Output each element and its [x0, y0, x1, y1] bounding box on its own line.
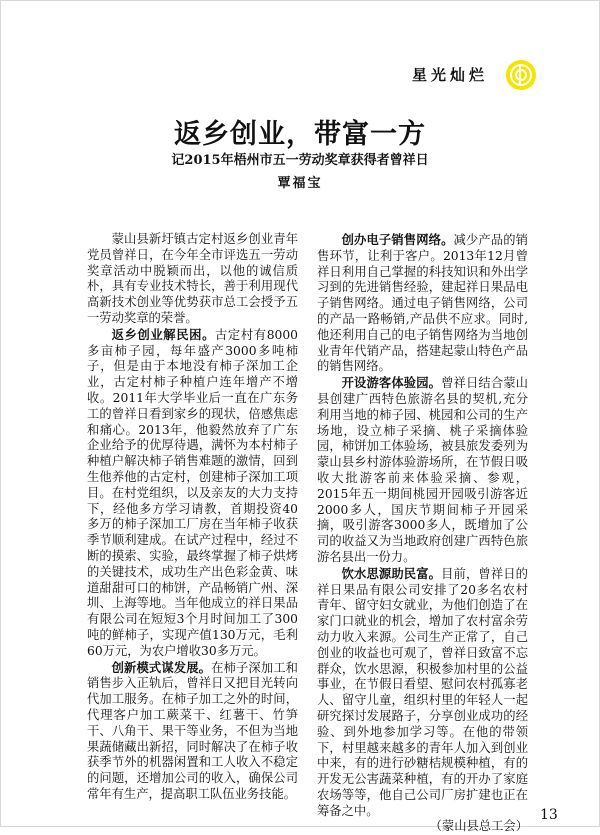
- article-subtitle: 记2015年梧州市五一劳动奖章获得者曾祥日: [171, 153, 429, 168]
- column-left: [87, 232, 298, 803]
- section-label: 星光灿烂: [412, 66, 489, 84]
- article-title: 返乡创业，带富一方: [174, 119, 426, 150]
- column-right: [317, 232, 528, 835]
- paragraph-heading: 创新模式谋发展。: [111, 659, 212, 675]
- paragraph: 创办电子销售网络。减少产品的销售环节，让利于客户。2013年12月曾祥日利用自己掌握的科技知识和外出学习到的先进销售经验，建起祥日果品电子销售网络。通过电子销售网络，公司的产品一路畅销,产品供不应求。同时,他还利用自己的电子销售网络为当地创业青年代销产品，搭建起蒙山特色产品的销售网络。: [317, 232, 528, 374]
- paragraph: 开设游客体验园。曾祥日结合蒙山县创建广西特色旅游名县的契机,充分利用当地的柿子园、桃园和公司的生产场地，设立柿子采摘、桃子采摘体验园，柿饼加工体验场，被县旅发委列为蒙山县乡村游体验游场所，在节假日吸收大批游客前来体验采摘、参观，2015年五一期间桃园开园吸引游客近2000多人，国庆节期间柿子开园采摘，吸引游客3000多人，既增加了公司的收益又为当地政府创建广西特色旅游名县出一份力。: [317, 375, 528, 564]
- paragraph: 饮水思源助民富。目前，曾祥日的祥日果品有限公司安排了20多名农村青年、留守妇女就业，为他们创造了在家门口就业的机会，增加了农村富余劳动力收入来源。公司生产正常了，自己创业的收益也可观了，曾祥日致富不忘群众，饮水思源，积极参加村里的公益事业，在节假日看望、慰问农村孤寡老人、留守儿童，组织村里的年轻人一起研究探讨发展路子，分享创业成功的经验、到外地参加学习等。在他的带领下，村里越来越多的青年人加入到创业中来，有的进行砂糖桔规模种植，有的开发无公害蔬菜种植，有的开办了家庭农场等等，他自己公司厂房扩建也正在筹备之中。: [317, 565, 528, 818]
- paragraph: 返乡创业解民困。古定村有8000多亩柿子园，每年盛产3000多吨柿子，但是由于本地没有柿子深加工企业，古定村柿子种植户连年增产不增收。2011年大学毕业后一直在广东务工的曾祥日看到家乡的现状，倍感焦虑和痛心。2013年，他毅然放弃了广东企业给予的优厚待遇，满怀为本村柿子种植户解决柿子销售难题的激情，回到生他养他的古定村，创建柿子深加工项目。在村党组织，以及亲友的大力支持下，经他多方学习请教，首期投资40多万的柿子深加工厂房在当年柿子收获季节顺利建成。在试产过程中，经过不断的摸索、实验，最终掌握了柿子烘烤的关键技术，成功生产出色彩金黄、味道甜甜可口的柿饼，产品畅销广州、深圳、上海等地。当年他成立的祥日果品有限公司在短短3个月时间加工了300吨的鲜柿子，实现产值130万元，毛利60万元，为农户增收30多万元。: [87, 326, 298, 658]
- article-author: 覃福宝: [277, 176, 323, 191]
- paragraph-heading: 返乡创业解民困。: [111, 326, 215, 342]
- union-logo-icon: [506, 60, 536, 90]
- page-number: 13: [540, 807, 558, 823]
- paragraph-heading: 创办电子销售网络。: [341, 232, 454, 247]
- paragraph: 创新模式谋发展。在柿子深加工和销售步入正轨后，曾祥日又把目光转向代加工服务。在柿子加工之外的时间，代理客户加工蕨菜干、红薯干、竹笋干、八角干、果干等业务，不但为当地果蔬储藏出新招，同时解决了在柿子收获季节外的机器闲置和工人收入不稳定的问题，还增加公司的收入，确保公司常年有生产，提高职工队伍业务技能。: [87, 659, 298, 801]
- paragraph-heading: 饮水思源助民富。: [341, 565, 442, 581]
- article-source: （蒙山县总工会）: [429, 819, 528, 834]
- paragraph-heading: 开设游客体验园。: [341, 375, 442, 391]
- paragraph: 蒙山县新圩镇古定村返乡创业青年党员曾祥日，在今年全市评选五一劳动奖章活动中脱颖而出，以他的诚信质朴，具有专业技术特长，善于利用现代高新技术创业等优势获市总工会授予五一劳动奖章的荣誉。: [87, 232, 298, 325]
